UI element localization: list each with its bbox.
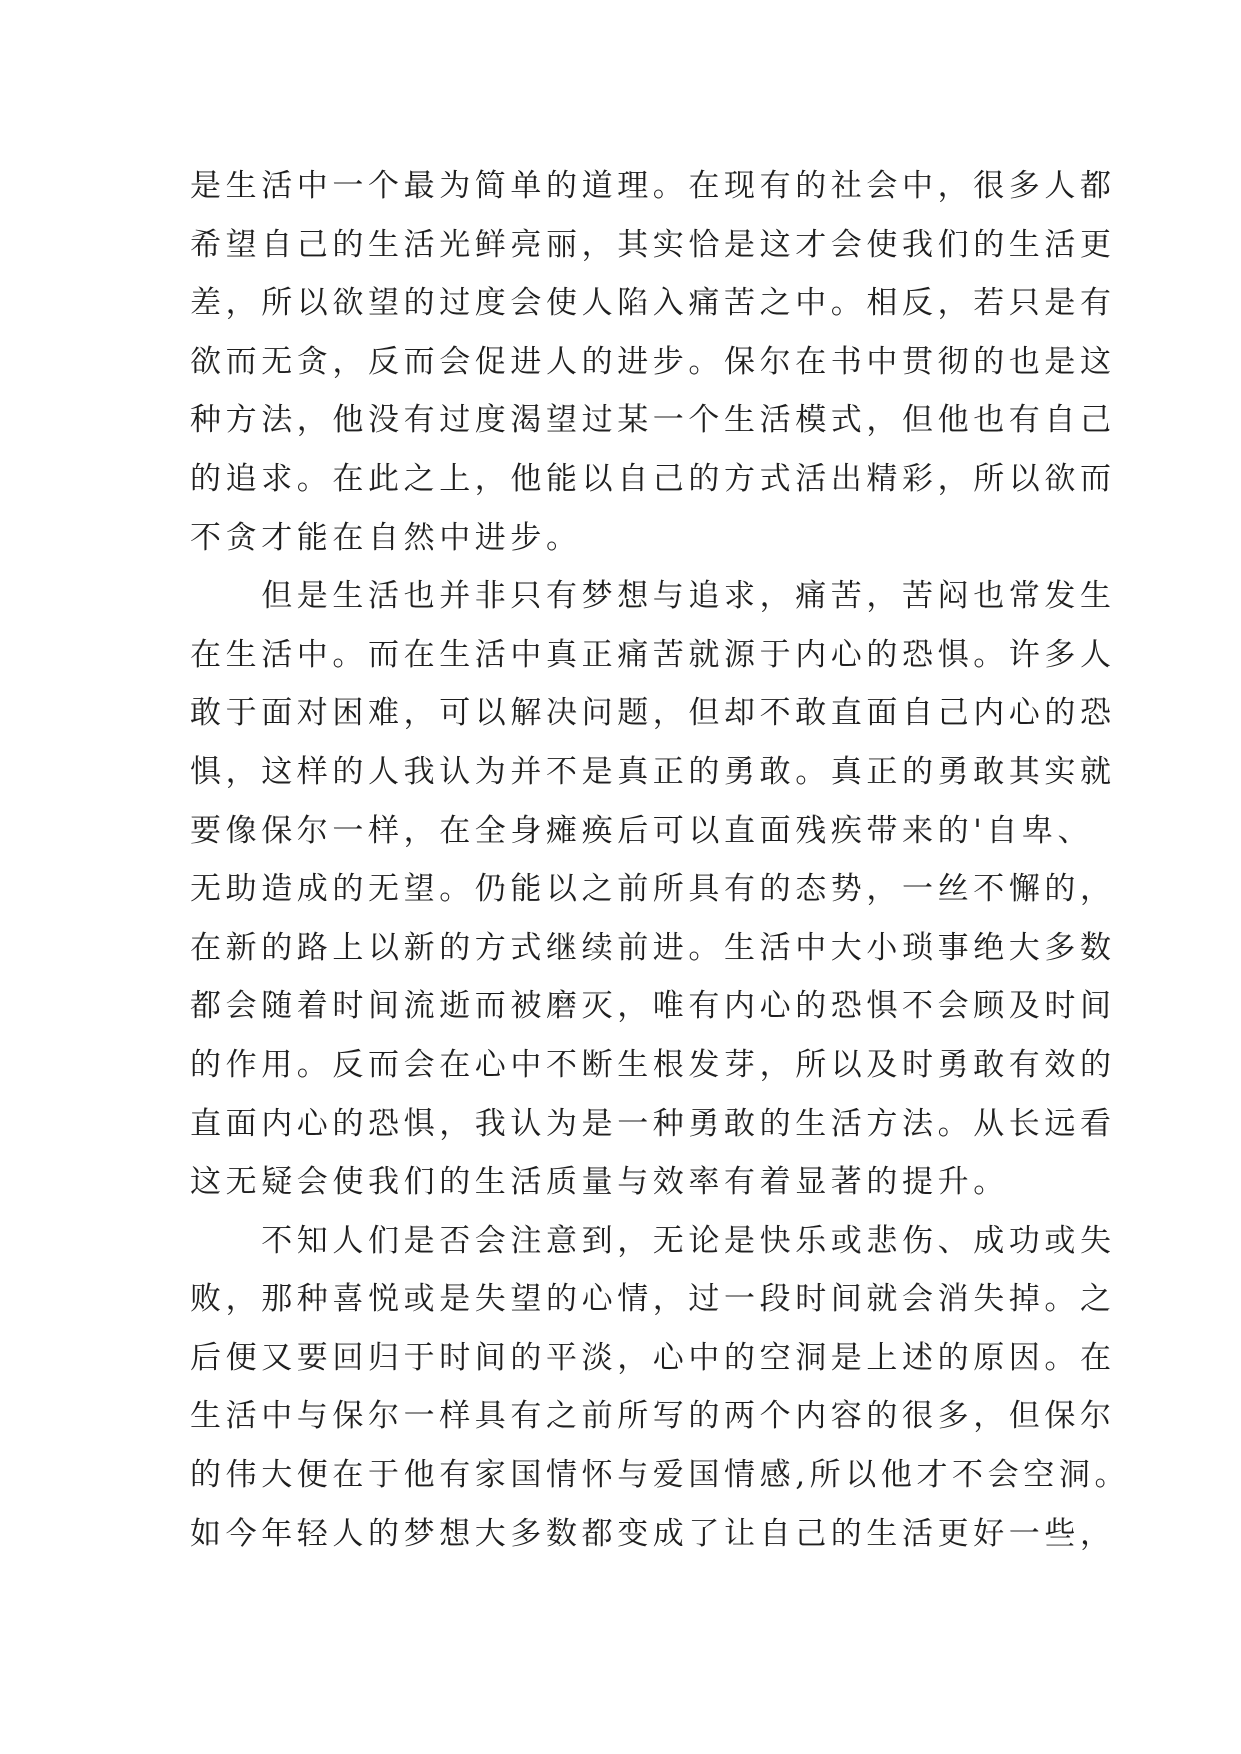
text-line: 直面内心的恐惧，我认为是一种勇敢的生活方法。从长远看 [190,1105,1116,1142]
text-line: 惧，这样的人我认为并不是真正的勇敢。真正的勇敢其实就 [190,753,1116,790]
text-line: 在生活中。而在生活中真正痛苦就源于内心的恐惧。许多人 [190,636,1116,673]
text-line: 不知人们是否会注意到，无论是快乐或悲伤、成功或失 [190,1222,1116,1259]
text-line: 欲而无贪，反而会促进人的进步。保尔在书中贯彻的也是这 [190,343,1116,380]
text-line: 种方法，他没有过度渴望过某一个生活模式，但他也有自己 [190,402,1116,439]
text-line: 在新的路上以新的方式继续前进。生活中大小琐事绝大多数 [190,929,1116,966]
essay-body [190,157,1131,1563]
text-line: 差，所以欲望的过度会使人陷入痛苦之中。相反，若只是有 [190,285,1116,322]
text-line: 这无疑会使我们的生活质量与效率有着显著的提升。 [190,1164,1009,1201]
text-line: 败，那种喜悦或是失望的心情，过一段时间就会消失掉。之 [190,1281,1116,1318]
text-line: 如今年轻人的梦想大多数都变成了让自己的生活更好一些， [190,1515,1116,1552]
text-line: 无助造成的无望。仍能以之前所具有的态势，一丝不懈的， [190,871,1116,908]
text-line: 敢于面对困难，可以解决问题，但却不敢直面自己内心的恐 [190,695,1116,732]
text-line: 希望自己的生活光鲜亮丽，其实恰是这才会使我们的生活更 [190,226,1116,263]
text-line: 的伟大便在于他有家国情怀与爱国情感,所以他才不会空洞。 [190,1457,1131,1494]
text-line: 要像保尔一样，在全身瘫痪后可以直面残疾带来的'自卑、 [190,812,1094,849]
text-line: 不贪才能在自然中进步。 [190,519,582,556]
text-line: 生活中与保尔一样具有之前所写的两个内容的很多，但保尔 [190,1398,1116,1435]
text-line: 的作用。反而会在心中不断生根发芽，所以及时勇敢有效的 [190,1046,1116,1083]
text-line: 是生活中一个最为简单的道理。在现有的社会中，很多人都 [190,168,1116,204]
text-line: 后便又要回归于时间的平淡，心中的空洞是上述的原因。在 [190,1339,1116,1376]
text-line: 的追求。在此之上，他能以自己的方式活出精彩，所以欲而 [190,460,1116,497]
text-line: 但是生活也并非只有梦想与追求，痛苦，苦闷也常发生 [190,578,1116,615]
text-line: 都会随着时间流逝而被磨灭，唯有内心的恐惧不会顾及时间 [190,988,1116,1025]
